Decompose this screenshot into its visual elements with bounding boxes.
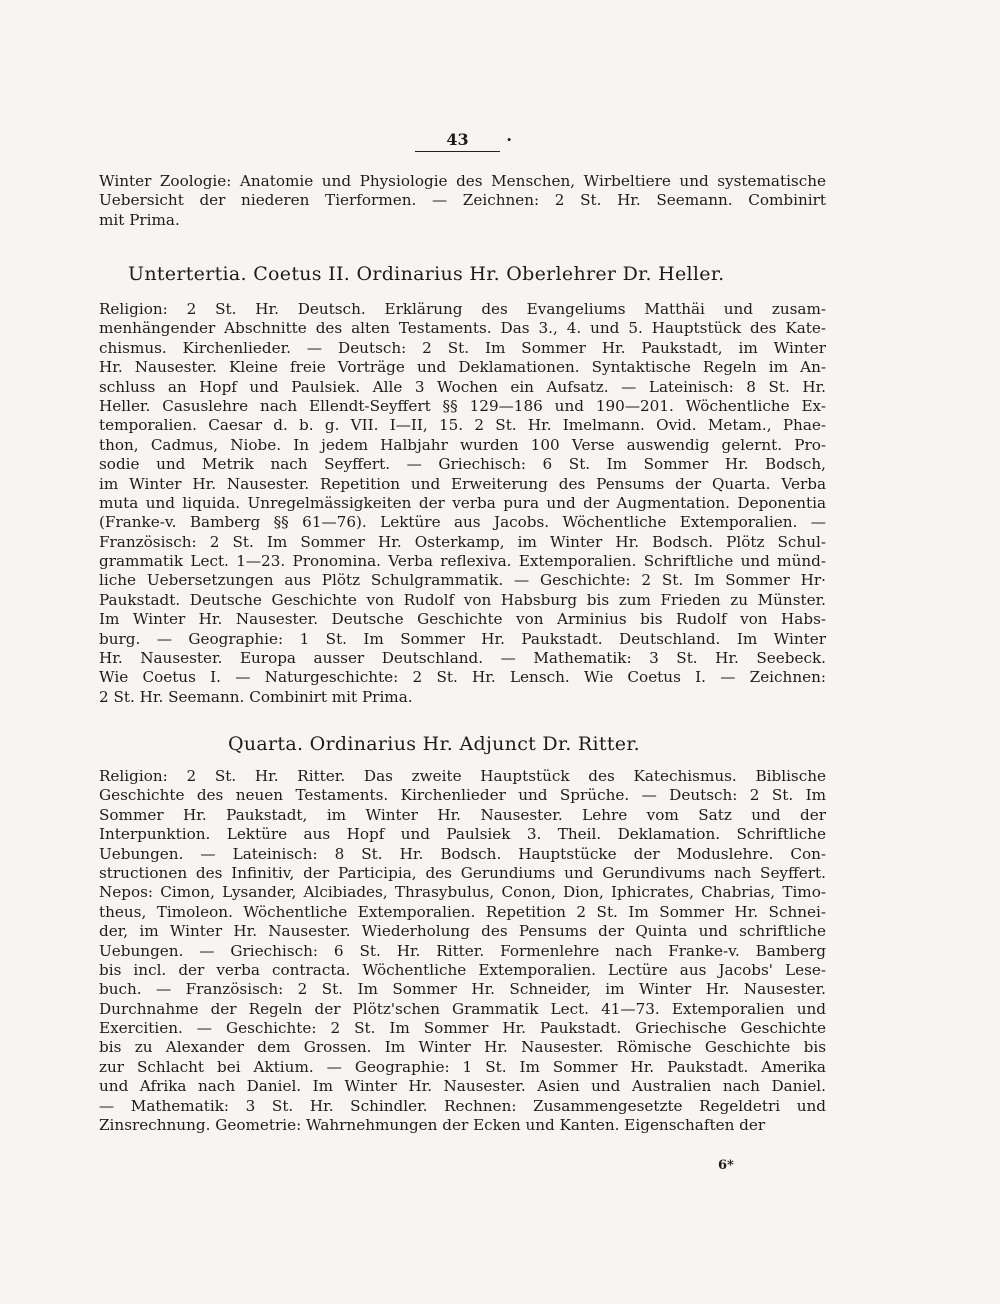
text-line: burg. — Geographie: 1 St. Im Sommer Hr. Paukstadt. Deutschland. Im Winter [99, 629, 826, 648]
text-line: mit Prima. [99, 210, 180, 229]
text-line: 2 St. Hr. Seemann. Combinirt mit Prima. [99, 687, 413, 706]
text-line: Interpunktion. Lektüre aus Hopf und Paulsiek 3. Theil. Deklamation. Schriftliche [99, 825, 826, 844]
text-line: bis zu Alexander dem Grossen. Im Winter Hr. Nausester. Römische Geschichte bis [99, 1038, 826, 1057]
page-number-dot: · [506, 130, 512, 149]
text-line: Paukstadt. Deutsche Geschichte von Rudolf von Habsburg bis zum Frieden zu Münster. [99, 590, 826, 609]
text-line: schluss an Hopf und Paulsiek. Alle 3 Wochen ein Aufsatz. — Lateinisch: 8 St. Hr. [99, 377, 826, 396]
text-line: Durchnahme der Regeln der Plötz'schen Grammatik Lect. 41—73. Extemporalien und [99, 999, 826, 1018]
text-line: und Afrika nach Daniel. Im Winter Hr. Nausester. Asien und Australien nach Daniel. [99, 1077, 826, 1096]
text-line: menhängender Abschnitte des alten Testaments. Das 3., 4. und 5. Hauptstück des Kate- [99, 319, 826, 338]
text-line: Sommer Hr. Paukstadt, im Winter Hr. Nausester. Lehre vom Satz und der [99, 805, 826, 824]
text-line: thon, Cadmus, Niobe. In jedem Halbjahr wurden 100 Verse auswendig gelernt. Pro- [99, 435, 826, 454]
text-line: Religion: 2 St. Hr. Ritter. Das zweite Hauptstück des Katechismus. Biblische [99, 767, 826, 785]
text-line: Uebungen. — Lateinisch: 8 St. Hr. Bodsch. Hauptstücke der Moduslehre. Con- [99, 844, 826, 863]
text-line: Geschichte des neuen Testaments. Kirchenlieder und Sprüche. — Deutsch: 2 St. Im [99, 786, 826, 805]
text-line: structionen des Infinitiv, der Participia, des Gerundiums und Gerundivums nach Seyffert. [99, 863, 826, 882]
text-line: Heller. Casuslehre nach Ellendt-Seyffert §§ 129—186 und 190—201. Wöchentliche Ex- [99, 396, 826, 415]
text-line: der, im Winter Hr. Nausester. Wiederholung des Pensums der Quinta und schriftliche [99, 922, 826, 941]
text-line: sodie und Metrik nach Seyffert. — Griechisch: 6 St. Im Sommer Hr. Bodsch, [99, 455, 826, 474]
page-number-text: 43 [446, 130, 469, 149]
text-line: Im Winter Hr. Nausester. Deutsche Geschichte von Arminius bis Rudolf von Habs- [99, 610, 826, 629]
text-line: buch. — Französisch: 2 St. Im Sommer Hr. Schneider, im Winter Hr. Nausester. [99, 980, 826, 999]
text-line: temporalien. Caesar d. b. g. VII. I—II, 15. 2 St. Hr. Imelmann. Ovid. Metam., Phae- [99, 416, 826, 435]
text-line: liche Uebersetzungen aus Plötz Schulgrammatik. — Geschichte: 2 St. Im Sommer Hr· [99, 571, 826, 590]
untertertia-paragraph [99, 300, 826, 707]
text-line: Französisch: 2 St. Im Sommer Hr. Osterkamp, im Winter Hr. Bodsch. Plötz Schul- [99, 532, 826, 551]
untertertia-heading: Untertertia. Coetus II. Ordinarius Hr. Oberlehrer Dr. Heller. [128, 263, 725, 285]
text-line: Hr. Nausester. Kleine freie Vorträge und Deklamationen. Syntaktische Regeln im An- [99, 358, 826, 377]
text-line: Uebungen. — Griechisch: 6 St. Hr. Ritter. Formenlehre nach Franke-v. Bamberg [99, 941, 826, 960]
text-line: zur Schlacht bei Aktium. — Geographie: 1 St. Im Sommer Hr. Paukstadt. Amerika [99, 1057, 826, 1076]
text-line: (Franke-v. Bamberg §§ 61—76). Lektüre aus Jacobs. Wöchentliche Extemporalien. — [99, 513, 826, 532]
text-line: bis incl. der verba contracta. Wöchentliche Extemporalien. Lectüre aus Jacobs' Lese- [99, 960, 826, 979]
text-line: Exercitien. — Geschichte: 2 St. Im Sommer Hr. Paukstadt. Griechische Geschichte [99, 1019, 826, 1038]
text-line: Winter Zoologie: Anatomie und Physiologie des Menschen, Wirbeltiere und systematische [99, 172, 826, 190]
text-line: Religion: 2 St. Hr. Deutsch. Erklärung des Evangeliums Matthäi und zusam- [99, 300, 826, 318]
text-line: Hr. Nausester. Europa ausser Deutschland. — Mathematik: 3 St. Hr. Seebeck. [99, 649, 826, 668]
text-line: Uebersicht der niederen Tierformen. — Zeichnen: 2 St. Hr. Seemann. Combinirt [99, 191, 826, 210]
text-line: grammatik Lect. 1—23. Pronomina. Verba reflexiva. Extemporalien. Schriftliche und münd- [99, 552, 826, 571]
quarta-paragraph [99, 767, 826, 1135]
text-line: Wie Coetus I. — Naturgeschichte: 2 St. Hr. Lensch. Wie Coetus I. — Zeichnen: [99, 668, 826, 687]
text-line: Zinsrechnung. Geometrie: Wahrnehmungen der Ecken und Kanten. Eigenschaften der [99, 1116, 766, 1135]
text-line: theus, Timoleon. Wöchentliche Extemporalien. Repetition 2 St. Im Sommer Hr. Schnei- [99, 902, 826, 921]
page-number [415, 130, 512, 152]
intro-paragraph [99, 172, 826, 230]
text-line: im Winter Hr. Nausester. Repetition und Erweiterung des Pensums der Quarta. Verba [99, 474, 826, 493]
text-line: Nepos: Cimon, Lysander, Alcibiades, Thrasybulus, Conon, Dion, Iphicrates, Chabrias, Timo- [99, 883, 826, 902]
text-line: chismus. Kirchenlieder. — Deutsch: 2 St. Im Sommer Hr. Paukstadt, im Winter [99, 338, 826, 357]
quarta-heading: Quarta. Ordinarius Hr. Adjunct Dr. Ritter. [228, 733, 640, 755]
signature-mark: 6* [718, 1158, 734, 1173]
text-line: muta und liquida. Unregelmässigkeiten der verba pura und der Augmentation. Deponentia [99, 493, 826, 512]
text-line: — Mathematik: 3 St. Hr. Schindler. Rechnen: Zusammengesetzte Regeldetri und [99, 1096, 826, 1115]
